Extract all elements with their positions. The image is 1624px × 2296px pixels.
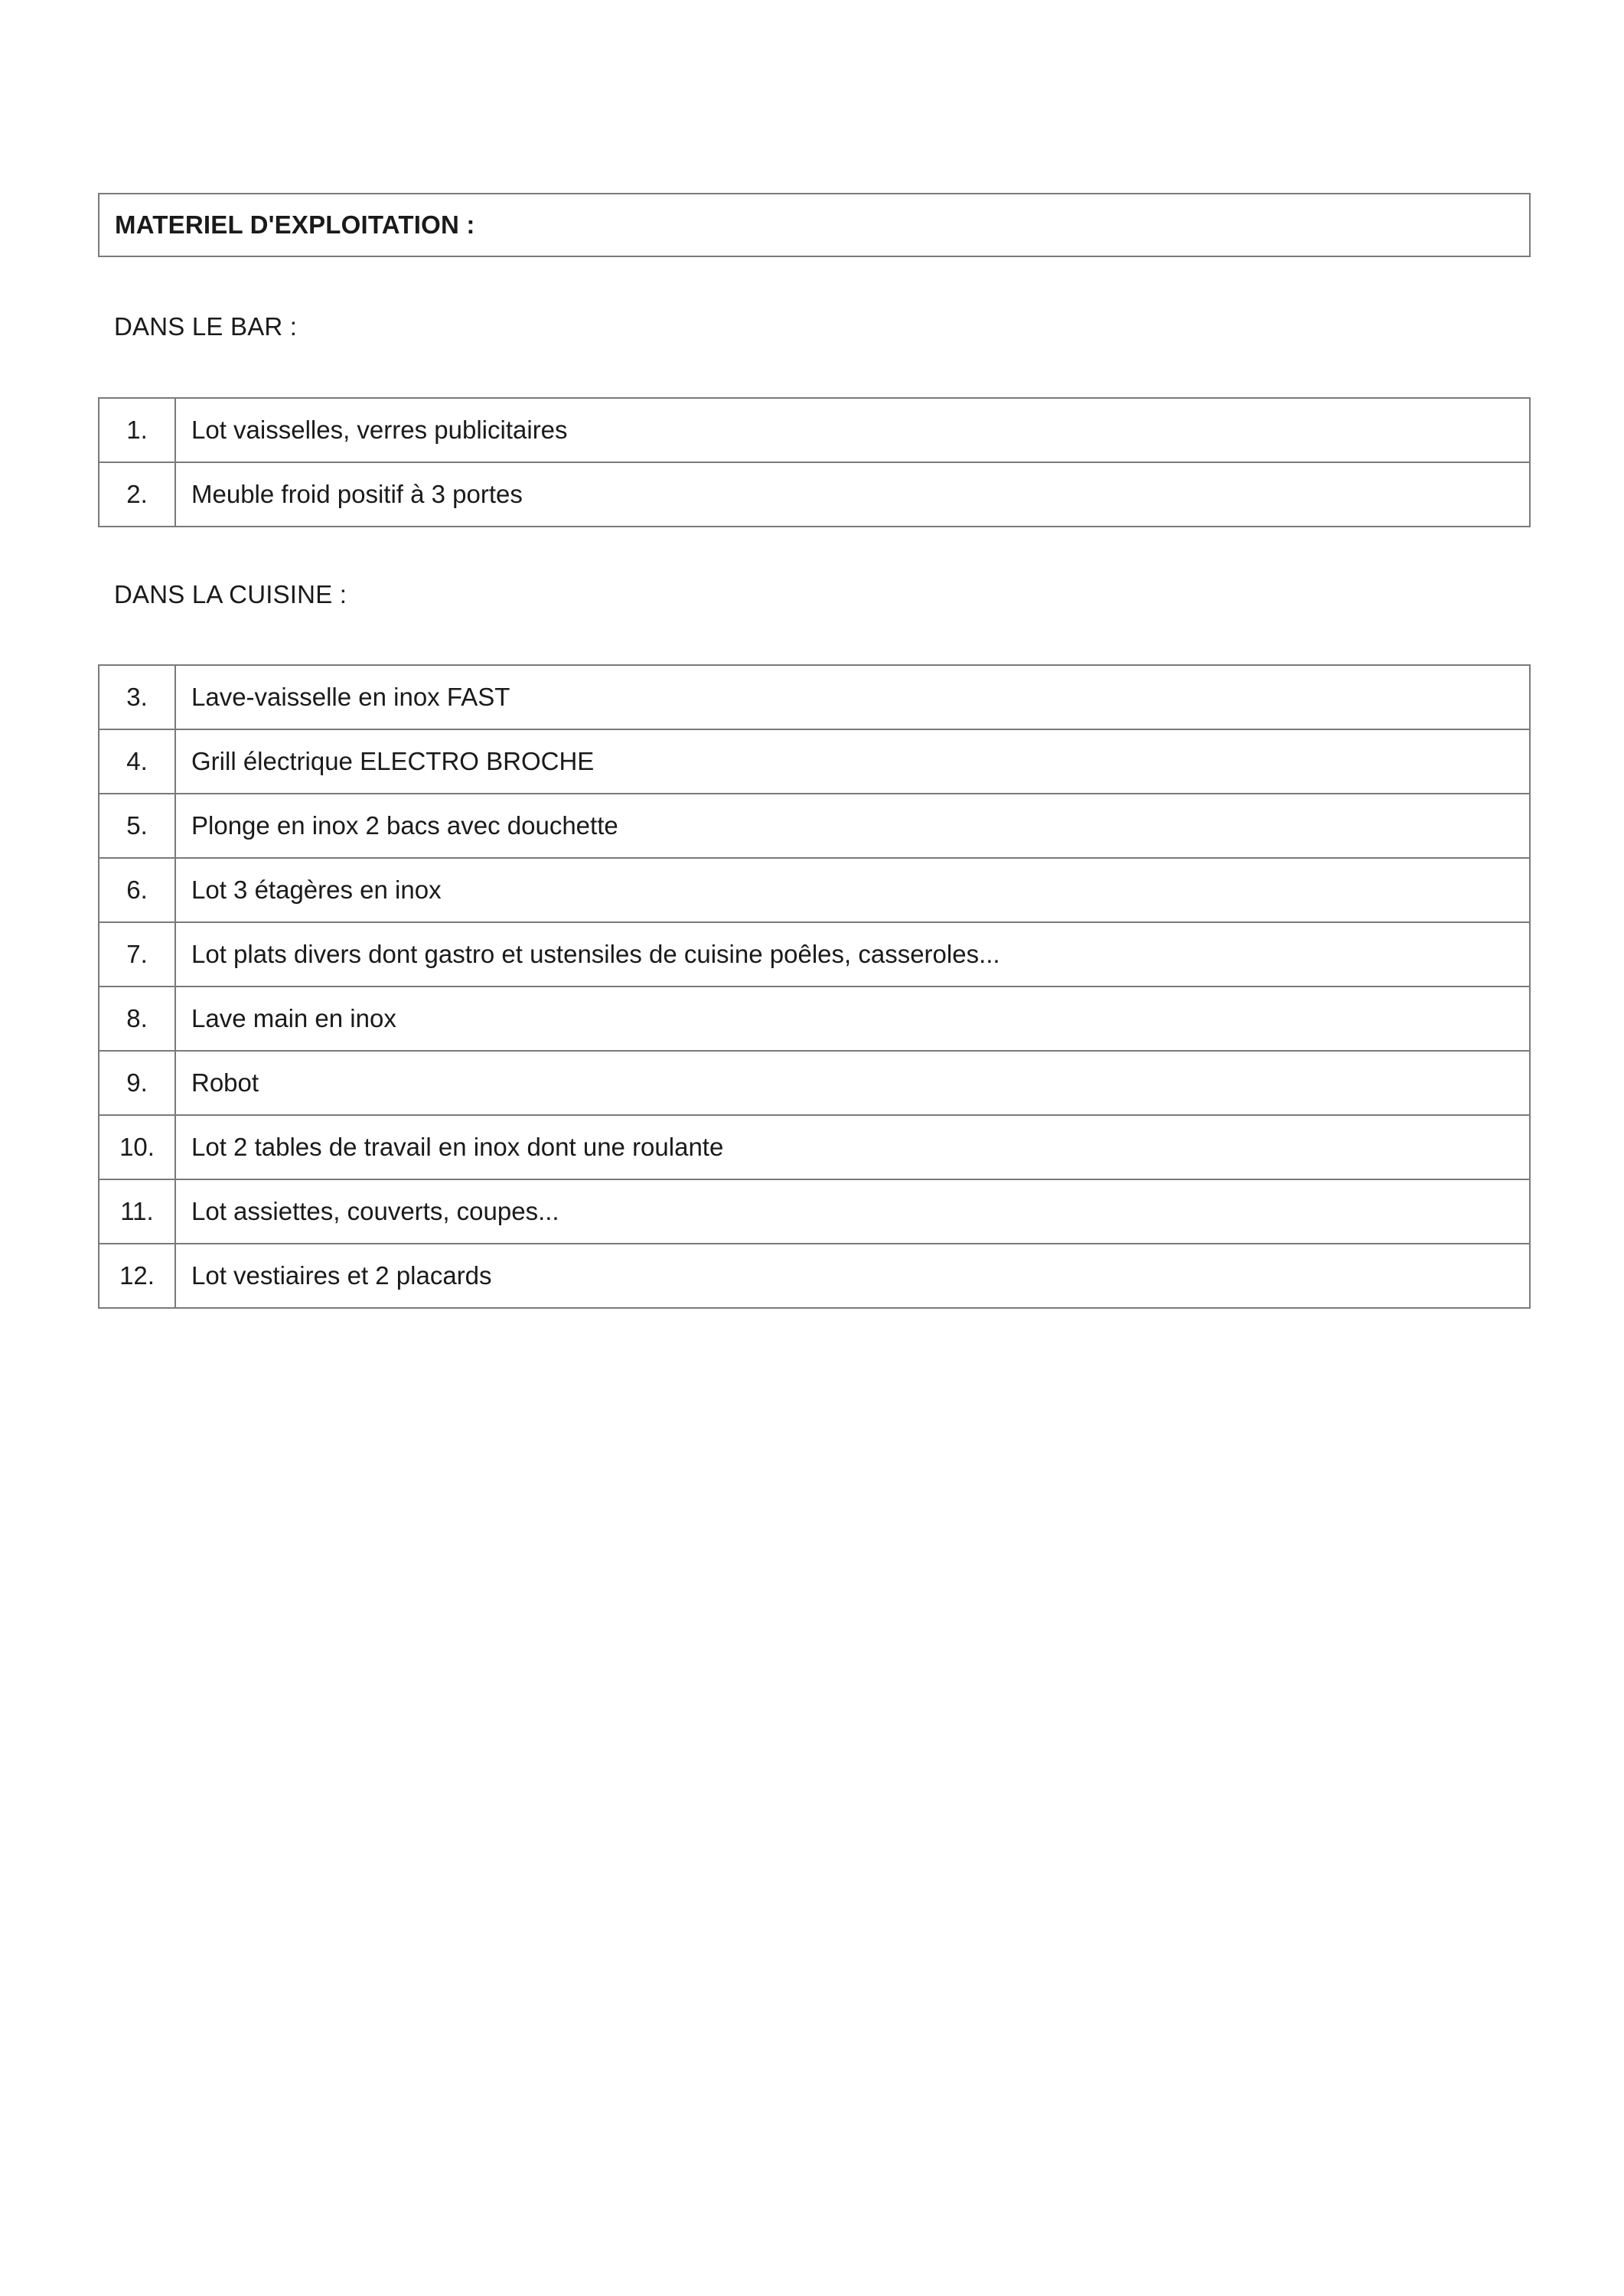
table-row [99, 922, 1530, 987]
item-number: 2. [99, 462, 175, 527]
item-number: 7. [99, 922, 175, 987]
table-row [99, 858, 1530, 922]
table-row [99, 398, 1530, 462]
item-description: Robot [175, 1051, 1530, 1115]
item-description: Meuble froid positif à 3 portes [175, 462, 1530, 527]
item-number: 5. [99, 794, 175, 858]
item-description: Grill électrique ELECTRO BROCHE [175, 729, 1530, 794]
table-row [99, 1115, 1530, 1179]
item-number: 1. [99, 398, 175, 462]
item-number: 4. [99, 729, 175, 794]
table-row [99, 1179, 1530, 1244]
item-description: Lot vestiaires et 2 placards [175, 1244, 1530, 1308]
item-description: Lot 3 étagères en inox [175, 858, 1530, 922]
item-number: 6. [99, 858, 175, 922]
table-row [99, 462, 1530, 527]
item-description: Plonge en inox 2 bacs avec douchette [175, 794, 1530, 858]
cuisine-section-label: DANS LA CUISINE : [114, 580, 347, 608]
item-description: Lot assiettes, couverts, coupes... [175, 1179, 1530, 1244]
section-title: MATERIEL D'EXPLOITATION : [115, 210, 475, 239]
item-number: 9. [99, 1051, 175, 1115]
table-row [99, 665, 1530, 729]
item-number: 8. [99, 987, 175, 1051]
table-row [99, 794, 1530, 858]
item-number: 3. [99, 665, 175, 729]
item-description: Lave-vaisselle en inox FAST [175, 665, 1530, 729]
item-description: Lot vaisselles, verres publicitaires [175, 398, 1530, 462]
cuisine-items-table [98, 664, 1531, 1309]
bar-items-table [98, 397, 1531, 527]
section-title-box [98, 193, 1531, 257]
item-description: Lave main en inox [175, 987, 1530, 1051]
table-row [99, 729, 1530, 794]
table-row [99, 1244, 1530, 1308]
item-description: Lot 2 tables de travail en inox dont une roulante [175, 1115, 1530, 1179]
table-row [99, 987, 1530, 1051]
table-row [99, 1051, 1530, 1115]
item-number: 11. [99, 1179, 175, 1244]
item-number: 12. [99, 1244, 175, 1308]
bar-section-label: DANS LE BAR : [114, 312, 298, 341]
item-description: Lot plats divers dont gastro et ustensiles de cuisine poêles, casseroles... [175, 922, 1530, 987]
item-number: 10. [99, 1115, 175, 1179]
